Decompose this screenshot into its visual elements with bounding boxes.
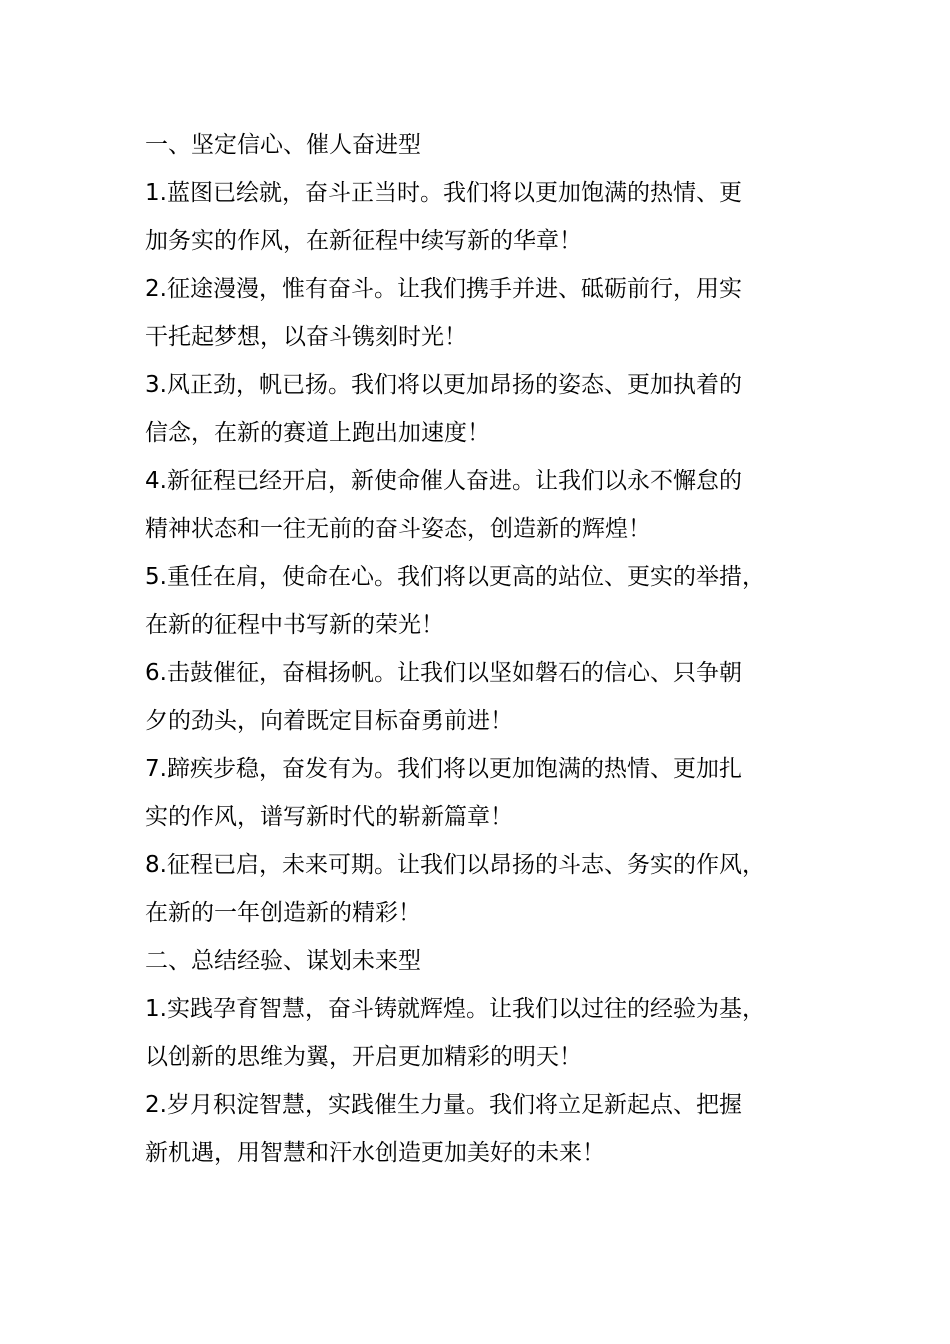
text-line: 5.重任在肩，使命在心。我们将以更高的站位、更实的举措， — [145, 564, 765, 590]
text-line: 以创新的思维为翼，开启更加精彩的明天！ — [145, 1044, 582, 1070]
text-line: 2.岁月积淀智慧，实践催生力量。我们将立足新起点、把握 — [145, 1092, 742, 1118]
text-line: 2.征途漫漫，惟有奋斗。让我们携手并进、砥砺前行，用实 — [145, 276, 742, 302]
text-line: 在新的征程中书写新的荣光！ — [145, 612, 444, 638]
text-line: 信念，在新的赛道上跑出加速度！ — [145, 420, 490, 446]
text-line: 1.实践孕育智慧，奋斗铸就辉煌。让我们以过往的经验为基， — [145, 996, 765, 1022]
text-line: 在新的一年创造新的精彩！ — [145, 900, 421, 926]
section-heading-1: 一、坚定信心、催人奋进型 — [145, 132, 421, 158]
text-line: 精神状态和一往无前的奋斗姿态，创造新的辉煌！ — [145, 516, 651, 542]
text-line: 新机遇，用智慧和汗水创造更加美好的未来！ — [145, 1140, 605, 1166]
text-line: 3.风正劲，帆已扬。我们将以更加昂扬的姿态、更加执着的 — [145, 372, 742, 398]
text-line: 1.蓝图已绘就，奋斗正当时。我们将以更加饱满的热情、更 — [145, 180, 742, 206]
text-line: 加务实的作风，在新征程中续写新的华章！ — [145, 228, 582, 254]
text-line: 6.击鼓催征，奋楫扬帆。让我们以坚如磐石的信心、只争朝 — [145, 660, 742, 686]
document-body — [145, 121, 845, 1177]
text-line: 实的作风，谱写新时代的崭新篇章！ — [145, 804, 513, 830]
text-line: 4.新征程已经开启，新使命催人奋进。让我们以永不懈怠的 — [145, 468, 742, 494]
text-line: 7.蹄疾步稳，奋发有为。我们将以更加饱满的热情、更加扎 — [145, 756, 742, 782]
text-line: 干托起梦想，以奋斗镌刻时光！ — [145, 324, 467, 350]
text-line: 8.征程已启，未来可期。让我们以昂扬的斗志、务实的作风， — [145, 852, 765, 878]
section-heading-2: 二、总结经验、谋划未来型 — [145, 948, 421, 974]
text-line: 夕的劲头，向着既定目标奋勇前进！ — [145, 708, 513, 734]
